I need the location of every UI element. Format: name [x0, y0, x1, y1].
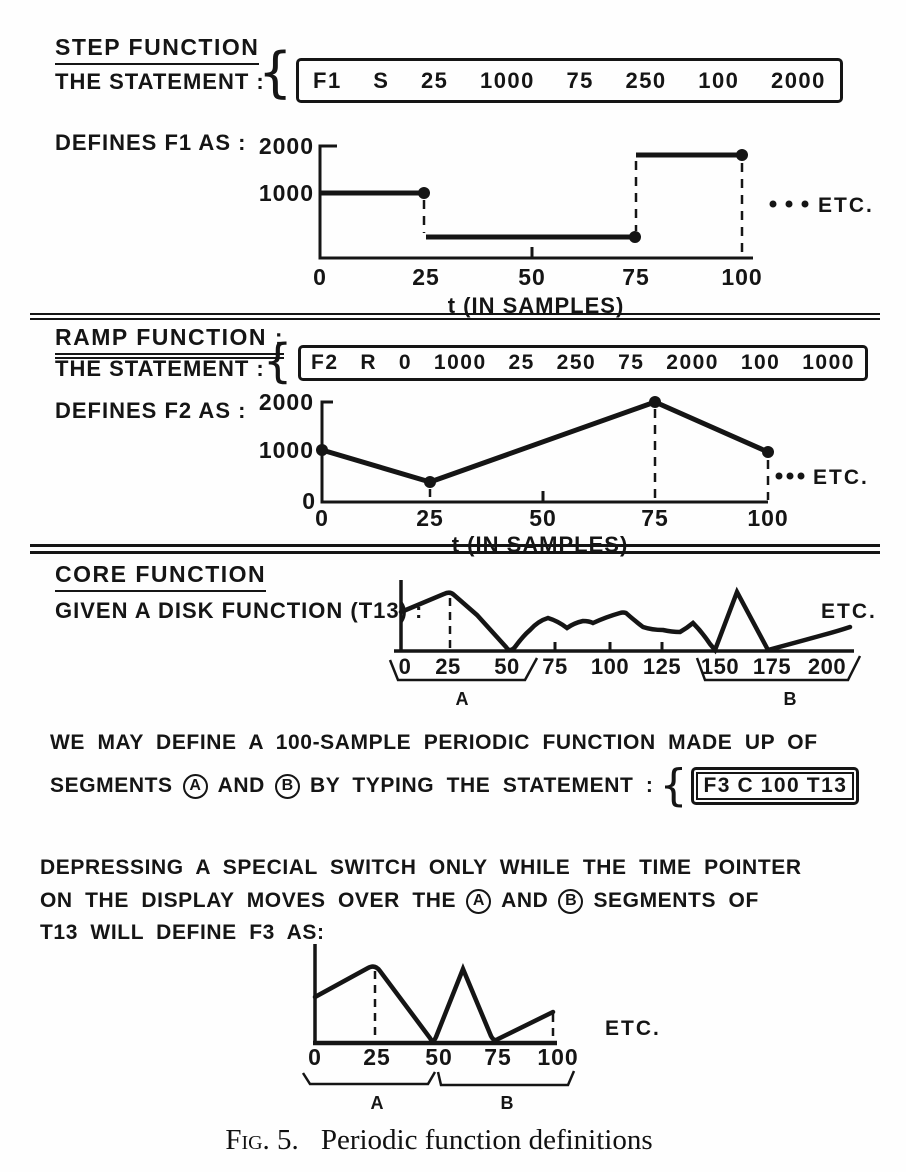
section-divider: [30, 544, 880, 554]
data-point-marker: [629, 231, 641, 243]
x-tick-label: 200: [807, 654, 847, 679]
statement-token: 1000: [479, 67, 535, 93]
ramp-plot: [240, 392, 885, 558]
statement-token: 75: [618, 351, 645, 374]
etc-label: ETC.: [821, 600, 877, 623]
core-statement-brace: {: [659, 760, 688, 811]
ramp-line: [322, 402, 768, 482]
y-tick-label: 1000: [258, 180, 314, 206]
segment-b-badge: B: [558, 889, 583, 914]
statement-box-f3: [691, 767, 859, 805]
statement-token: 2000: [666, 351, 719, 374]
paragraph-text: AND: [217, 774, 265, 797]
ellipsis-dot: [776, 473, 783, 480]
statement-token: F3: [703, 774, 731, 797]
f3-curve: [315, 967, 553, 1041]
ramp-statement-brace: {: [263, 334, 293, 388]
statement-token: 250: [625, 67, 667, 93]
paragraph-text: AND: [501, 889, 549, 912]
statement-token: 1000: [433, 351, 487, 374]
paragraph-text: SEGMENTS: [50, 774, 173, 797]
step-heading-text: STEP FUNCTION: [55, 34, 259, 65]
x-tick-label: 0: [315, 505, 329, 531]
x-tick-label: 25: [416, 505, 444, 531]
x-tick-label: 75: [641, 505, 669, 531]
x-tick-label: 100: [721, 264, 763, 290]
data-point-marker: [316, 444, 328, 456]
ramp-heading-text: RAMP FUNCTION :: [55, 324, 284, 355]
x-tick-label: 75: [484, 1044, 512, 1070]
y-tick-label: 0: [302, 488, 316, 514]
x-tick-label: 100: [590, 654, 630, 679]
ramp-plot-axes: [322, 402, 768, 502]
x-tick-label: 50: [425, 1044, 453, 1070]
x-tick-label: 50: [494, 654, 520, 679]
step-plot-axes: [320, 146, 753, 258]
section-divider: [30, 313, 880, 320]
core-given-label: GIVEN A DISK FUNCTION (T13) :: [55, 598, 424, 623]
statement-token: S: [373, 67, 390, 93]
x-tick-label: 100: [747, 505, 789, 531]
step-statement-brace: {: [258, 41, 293, 104]
x-tick-label: 75: [542, 654, 568, 679]
statement-token: 100: [740, 351, 781, 374]
segment-b-letter: B: [783, 689, 797, 709]
x-axis-label: t (IN SAMPLES): [451, 532, 629, 557]
paragraph-1-line-1: WE MAY DEFINE A 100-SAMPLE PERIODIC FUNCTION MADE UP OF: [50, 731, 818, 754]
paragraph-2-line-3: T13 WILL DEFINE F3 AS:: [40, 921, 325, 944]
ellipsis-dot: [802, 201, 809, 208]
data-point-marker: [424, 476, 436, 488]
statement-token: 250: [556, 351, 597, 374]
statement-token: 75: [566, 67, 594, 93]
statement-token: 0: [398, 351, 413, 374]
statement-token: C: [737, 774, 755, 797]
core-section-heading: [55, 561, 266, 588]
etc-label: ETC.: [818, 194, 874, 217]
statement-box-f1: [296, 58, 843, 103]
data-point-marker: [418, 187, 430, 199]
paragraph-text: ON THE DISPLAY MOVES OVER THE: [40, 889, 457, 912]
segment-a-badge: A: [466, 889, 491, 914]
paragraph-2-line-2: [40, 886, 759, 916]
figure-caption-number: Fig. 5.: [225, 1124, 299, 1156]
segment-b-badge: B: [275, 774, 300, 799]
statement-box-f2: [298, 345, 868, 381]
data-point-marker: [762, 446, 774, 458]
x-tick-label: 50: [518, 264, 546, 290]
paragraph-2-line-1: DEPRESSING A SPECIAL SWITCH ONLY WHILE THE TIME POINTER: [40, 856, 802, 879]
x-tick-label: 0: [313, 264, 327, 290]
disk-function-plot: [378, 574, 886, 722]
ramp-defines-label: DEFINES F2 AS :: [55, 398, 247, 423]
x-tick-label: 0: [398, 654, 412, 679]
segment-b-brace: [438, 1071, 574, 1085]
paragraph-text: BY TYPING THE STATEMENT :: [309, 774, 654, 797]
ellipsis-dot: [770, 201, 777, 208]
segment-a-badge: A: [183, 774, 208, 799]
segment-b-letter: B: [500, 1093, 514, 1113]
ellipsis-dot: [787, 473, 794, 480]
figure-caption-text: Periodic function definitions: [320, 1124, 653, 1156]
step-section-heading: [55, 34, 259, 61]
step-statement-label: THE STATEMENT :: [55, 69, 265, 94]
etc-label: ETC.: [605, 1017, 661, 1040]
x-tick-label: 150: [700, 654, 740, 679]
disk-function-curve: [401, 592, 850, 650]
x-tick-label: 50: [529, 505, 557, 531]
statement-token: F2: [311, 351, 339, 374]
statement-token: 100: [760, 774, 801, 797]
paragraph-1-line-2: [50, 760, 859, 812]
step-plot: [240, 132, 885, 318]
ramp-section-heading: [55, 324, 284, 359]
ellipsis-dot: [798, 473, 805, 480]
etc-label: ETC.: [813, 466, 869, 489]
core-heading-text: CORE FUNCTION: [55, 561, 266, 592]
segment-a-letter: A: [455, 689, 469, 709]
x-tick-label: 125: [642, 654, 682, 679]
x-tick-label: 175: [752, 654, 792, 679]
statement-token: 2000: [770, 67, 826, 93]
statement-token: F1: [313, 67, 342, 93]
data-point-marker: [649, 396, 661, 408]
ramp-statement-label: THE STATEMENT :: [55, 356, 265, 381]
segment-a-brace: [303, 1072, 435, 1084]
statement-token: 25: [508, 351, 535, 374]
paragraph-text: SEGMENTS OF: [593, 889, 759, 912]
step-defines-label: DEFINES F1 AS :: [55, 130, 247, 155]
x-tick-label: 25: [435, 654, 461, 679]
x-tick-label: 25: [412, 264, 440, 290]
statement-token: 100: [698, 67, 740, 93]
x-tick-label: 25: [363, 1044, 391, 1070]
x-tick-label: 75: [622, 264, 650, 290]
segment-a-letter: A: [370, 1093, 384, 1113]
statement-token: 25: [420, 67, 449, 93]
statement-token: 1000: [802, 351, 855, 374]
ellipsis-dot: [786, 201, 793, 208]
x-tick-label: 0: [308, 1044, 322, 1070]
x-axis-label: t (IN SAMPLES): [447, 293, 625, 318]
y-tick-label: 2000: [258, 392, 314, 415]
statement-token: R: [360, 351, 378, 374]
y-tick-label: 2000: [258, 133, 314, 159]
x-tick-label: 100: [537, 1044, 579, 1070]
statement-token: T13: [806, 774, 848, 797]
f3-plot: [280, 938, 700, 1122]
figure-caption: [0, 1124, 906, 1157]
data-point-marker: [736, 149, 748, 161]
y-tick-label: 1000: [258, 437, 314, 463]
